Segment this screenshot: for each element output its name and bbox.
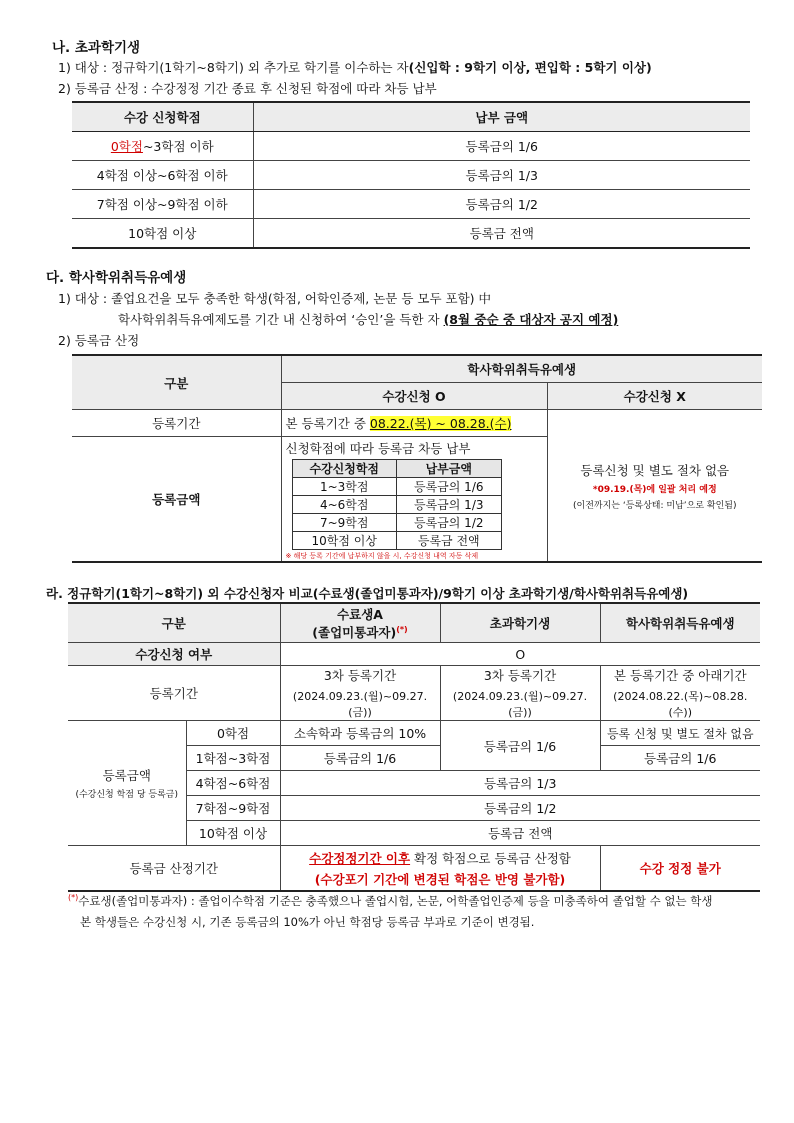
- calc-line1: [285, 849, 596, 867]
- fee-label: 등록금액: [102, 768, 151, 783]
- no-change-cell: 수강 정정 불가: [600, 846, 760, 892]
- footnote-line1: [68, 893, 712, 909]
- section-da-item2: 2) 등록금 산정: [58, 333, 140, 348]
- period-prefix: 본 등록기간 중: [285, 416, 370, 431]
- period-title: 3차 등록기간: [483, 668, 557, 683]
- excess-period: [440, 666, 600, 721]
- graduate-period: [280, 666, 440, 721]
- inner-fee: 등록금의 1/6: [397, 478, 502, 496]
- period-title: 3차 등록기간: [323, 668, 397, 683]
- credit-range-cell: 7학점 이상~9학점 이하: [72, 190, 253, 219]
- table-corner: 구분: [68, 603, 280, 643]
- table-row: [72, 190, 750, 219]
- inner-fee-table: [292, 459, 502, 550]
- unpaid-status-note: (이전까지는 ‘등록상태: 미납’으로 확인됨): [573, 500, 737, 511]
- item1-line2-text: 학사학위취득유예제도를 기간 내 신청하여 ‘승인’을 득한 자: [118, 312, 440, 327]
- inner-credit: 1~3학점: [292, 478, 397, 496]
- inner-fee: 등록금 전액: [397, 532, 502, 550]
- col-a-line2-wrap: [285, 623, 436, 641]
- credit-range-cell: 10학점 이상: [72, 219, 253, 249]
- auto-delete-note: ※ 해당 등록 기간에 납부하지 않을 시, 수강신청 내역 자동 삭제: [285, 552, 479, 560]
- calc-period-cell: [280, 846, 600, 892]
- section-title-na: 나. 초과학기생: [52, 40, 141, 56]
- group-header: 학사학위취득유예생: [281, 355, 762, 383]
- excess-semester-fee-table: [72, 101, 750, 249]
- inner-row: [292, 514, 501, 532]
- no-registration-cell: [547, 410, 762, 563]
- row-label-period: 등록기간: [72, 410, 281, 437]
- fee-cell: 등록금의 1/2: [253, 190, 750, 219]
- credit-range-4: 10학점 이상: [186, 821, 280, 846]
- inner-row: [292, 478, 501, 496]
- period-dates: (2024.08.22.(목)~08.28.(수)): [613, 690, 748, 719]
- col-header-excess: 초과학기생: [440, 603, 600, 643]
- section-da-item1-line1: 1) 대상 : 졸업요건을 모두 충족한 학생(학점, 어학인증제, 논문 등 모두 포함) 中: [58, 291, 492, 306]
- col-header-o: 수강신청 O: [281, 383, 547, 410]
- credit-range-cell: [72, 132, 253, 161]
- credit-range-cell: 4학점 이상~6학점 이하: [72, 161, 253, 190]
- graduate-fee-0: 소속학과 등록금의 10%: [280, 721, 440, 746]
- col-header-graduate: [280, 603, 440, 643]
- registration-value: O: [280, 643, 760, 666]
- credit-range-1: 1학점~3학점: [186, 746, 280, 771]
- col-a-footnote-mark: (*): [396, 624, 408, 634]
- period-dates: 08.22.(목) ~ 08.28.(수): [369, 416, 512, 431]
- deferment-fee-0: 등록 신청 및 별도 절차 없음: [600, 721, 760, 746]
- footnote-mark: (*): [68, 893, 79, 903]
- table-row: [72, 219, 750, 249]
- section-na-item2: 2) 등록금 산정 : 수강정정 기간 종료 후 신청된 학점에 따라 차등 납부: [58, 81, 437, 96]
- inner-fee: 등록금의 1/2: [397, 514, 502, 532]
- period-title: 본 등록기간 중 아래기간: [613, 668, 747, 683]
- table-header: 납부 금액: [253, 102, 750, 132]
- fee-2: 등록금의 1/3: [280, 771, 760, 796]
- row-label-calc-period: 등록금 산정기간: [68, 846, 280, 892]
- inner-row: [292, 532, 501, 550]
- credit-range-3: 7학점~9학점: [186, 796, 280, 821]
- deferment-fee-1: 등록금의 1/6: [600, 746, 760, 771]
- item1-line2-bold: (8월 중순 중 대상자 공지 예정): [443, 312, 619, 327]
- credit-range-2: 4학점~6학점: [186, 771, 280, 796]
- batch-process-note: *09.19.(목)에 일괄 처리 예정: [592, 484, 717, 495]
- zero-credit-highlight: 0학점: [110, 139, 143, 154]
- row-label-fee: [68, 721, 186, 846]
- period-cell: [281, 410, 547, 437]
- fee-cell: 등록금의 1/6: [253, 132, 750, 161]
- no-registration-text: 등록신청 및 별도 절차 없음: [580, 462, 730, 478]
- table-corner: 구분: [72, 355, 281, 410]
- col-a-line1: 수료생A: [337, 607, 383, 622]
- inner-credit: 10학점 이상: [292, 532, 397, 550]
- table-header: 수강 신청학점: [72, 102, 253, 132]
- inner-header: 수강신청학점: [292, 460, 397, 478]
- section-title-ra: 라. 정규학기(1학기~8학기) 외 수강신청자 비교(수료생(졸업미통과자)/9학기 이상 초과학기생/학사학위취득유예생): [46, 586, 689, 601]
- section-na-item1: [58, 58, 652, 76]
- item1-bold: (신입학 : 9학기 이상, 편입학 : 5학기 이상): [408, 60, 652, 75]
- row-label-period: 등록기간: [68, 666, 280, 721]
- fee-cell: 등록금의 1/3: [253, 161, 750, 190]
- item1-text: 1) 대상 : 정규학기(1학기~8학기) 외 추가로 학기를 이수하는 자: [58, 60, 409, 75]
- period-dates: (2024.09.23.(월)~09.27.(금)): [452, 690, 588, 719]
- fee-label-sub: (수강신청 학점 당 등록금): [75, 790, 179, 800]
- inner-fee: 등록금의 1/3: [397, 496, 502, 514]
- period-dates: (2024.09.23.(월)~09.27.(금)): [292, 690, 428, 719]
- fee-4: 등록금 전액: [280, 821, 760, 846]
- inner-row: [292, 496, 501, 514]
- inner-credit: 4~6학점: [292, 496, 397, 514]
- footnote-text1: 수료생(졸업미통과자) : 졸업이수학점 기준은 충족했으나 졸업시험, 논문, 어학졸업인증제 등을 미충족하여 졸업할 수 없는 학생: [78, 894, 713, 908]
- col-a-line2: (졸업미통과자): [312, 625, 397, 640]
- deferment-period: [600, 666, 760, 721]
- section-title-da: 다. 학사학위취득유예생: [46, 270, 187, 286]
- inner-credit: 7~9학점: [292, 514, 397, 532]
- col-header-x: 수강신청 X: [547, 383, 762, 410]
- calc-highlight: 수강정정기간 이후: [309, 850, 411, 866]
- credit-range-rest: ~3학점 이하: [142, 139, 214, 154]
- inner-header: 납부금액: [397, 460, 502, 478]
- row-label-registration: 수강신청 여부: [68, 643, 280, 666]
- table-row: [72, 132, 750, 161]
- amount-cell: [281, 437, 547, 563]
- excess-fee-0-3: 등록금의 1/6: [440, 721, 600, 771]
- comparison-table: [68, 602, 760, 892]
- section-da-item1-line2: [118, 310, 618, 328]
- footnote-line2: 본 학생들은 수강신청 시, 기존 등록금의 10%가 아닌 학점당 등록금 부과로 기준이 변경됨.: [80, 915, 535, 929]
- col-header-deferment: 학사학위취득유예생: [600, 603, 760, 643]
- graduate-fee-1: 등록금의 1/6: [280, 746, 440, 771]
- table-row: [72, 161, 750, 190]
- row-label-amount: 등록금액: [72, 437, 281, 563]
- fee-3: 등록금의 1/2: [280, 796, 760, 821]
- amount-intro: 신청학점에 따라 등록금 차등 납부: [285, 441, 471, 456]
- deferment-fee-table: [72, 354, 762, 563]
- calc-rest: 확정 학점으로 등록금 산정함: [410, 850, 571, 866]
- calc-line2: (수강포기 기간에 변경된 학점은 반영 불가함): [314, 871, 566, 887]
- credit-range-0: 0학점: [186, 721, 280, 746]
- fee-cell: 등록금 전액: [253, 219, 750, 249]
